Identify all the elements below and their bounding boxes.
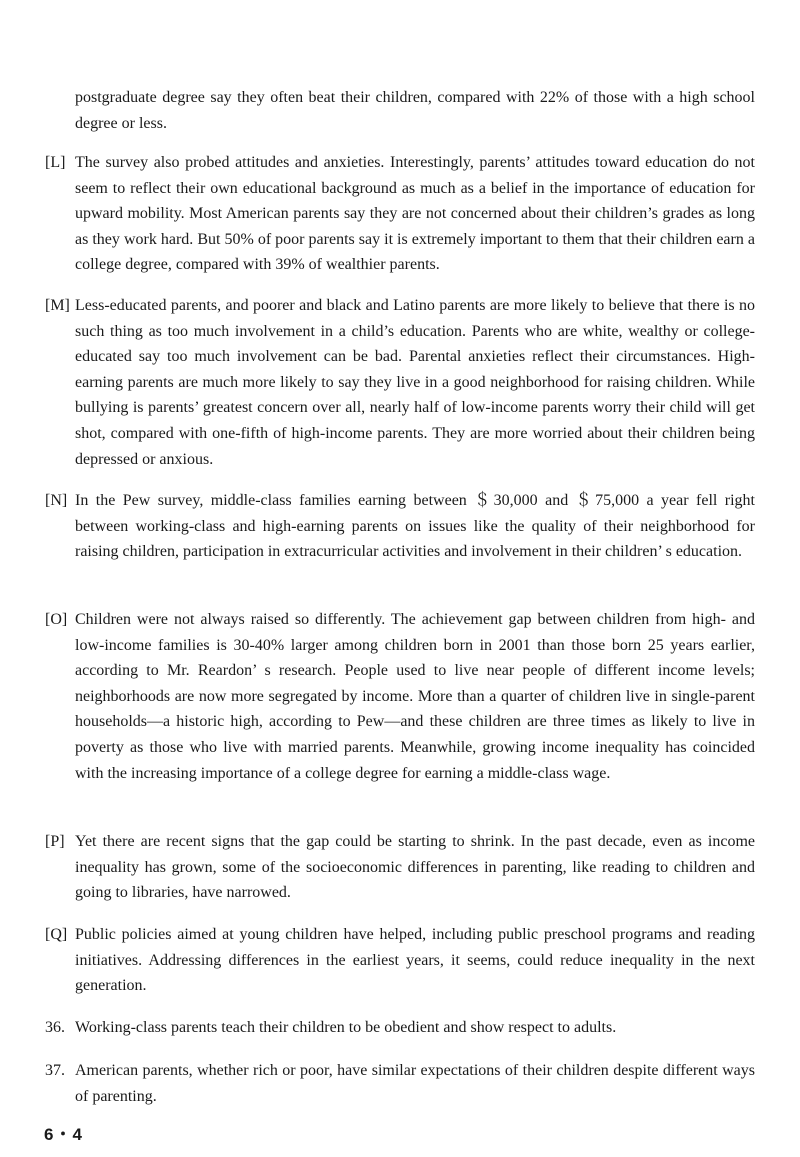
- paragraph-text: In the Pew survey, middle-class families earning between ＄30,000 and ＄75,000 a year fell right between working-class and high-earning parents on issues like the quality of their neighborhood for raising children, participation in extracurricular activities and involvement in their children’ s education.: [75, 492, 755, 561]
- paragraph-n: [45, 488, 755, 565]
- paragraph-label: [M]: [45, 297, 70, 314]
- paragraph-p: [45, 829, 755, 906]
- question-text: American parents, whether rich or poor, have similar expectations of their children despite different ways of parenting.: [75, 1062, 755, 1105]
- question-text: Working-class parents teach their children to be obedient and show respect to adults.: [75, 1019, 617, 1036]
- paragraph-label: [Q]: [45, 926, 68, 943]
- paragraph-q: [45, 922, 755, 999]
- paragraph-text: Children were not always raised so differently. The achievement gap between children from high- and low-income families is 30-40% larger among children born in 2001 than those born 25 years earlier, according to Mr. Reardon’ s research. People used to live near people of different income levels; neighborhoods are now more segregated by income. More than a quarter of children live in single-parent households—a historic high, according to Pew—and these children are three times as likely to live in poverty as those who live with married parents. Meanwhile, growing income inequality has coincided with the increasing importance of a college degree for earning a middle-class wage.: [75, 611, 755, 782]
- paragraph-l: [45, 150, 755, 278]
- paragraph-m: [45, 293, 755, 472]
- paragraph-text: Public policies aimed at young children have helped, including public preschool programs and reading initiatives. Addressing differences in the earliest years, it seems, could reduce inequality in the next generation.: [75, 926, 755, 995]
- paragraph-text: The survey also probed attitudes and anxieties. Interestingly, parents’ attitudes toward education do not seem to reflect their own educational background as much as a belief in the importance of education for upward mobility. Most American parents say they are not concerned about their children’s grades as long as they work hard. But 50% of poor parents say it is extremely important to them that their children earn a college degree, compared with 39% of wealthier parents.: [75, 154, 755, 274]
- paragraph-label: [P]: [45, 833, 65, 850]
- paragraph-label: [O]: [45, 611, 68, 628]
- paragraph-label: [L]: [45, 154, 66, 171]
- question-37: [45, 1058, 755, 1109]
- question-number: 36.: [45, 1019, 65, 1036]
- page-number: 6・4: [44, 1125, 83, 1144]
- continuation-text: postgraduate degree say they often beat their children, compared with 22% of those with a high school degree or less.: [75, 89, 755, 132]
- paragraph-label: [N]: [45, 492, 68, 509]
- paragraph-text: Less-educated parents, and poorer and black and Latino parents are more likely to believe that there is no such thing as too much involvement in a child’s education. Parents who are white, wealthy or college-educated say too much involvement can be bad. Parental anxieties reflect their circumstances. High-earning parents are much more likely to say they live in a good neighborhood for raising children. While bullying is parents’ greatest concern over all, nearly half of low-income parents worry their child will get shot, compared with one-fifth of high-income parents. They are more worried about their children being depressed or anxious.: [75, 297, 755, 468]
- question-number: 37.: [45, 1062, 65, 1079]
- paragraph-o: [45, 607, 755, 786]
- question-36: [45, 1015, 755, 1041]
- continuation-paragraph: [45, 85, 755, 136]
- paragraph-text: Yet there are recent signs that the gap could be starting to shrink. In the past decade, even as income inequality has grown, some of the socioeconomic differences in parenting, like reading to children and going to libraries, have narrowed.: [75, 833, 755, 902]
